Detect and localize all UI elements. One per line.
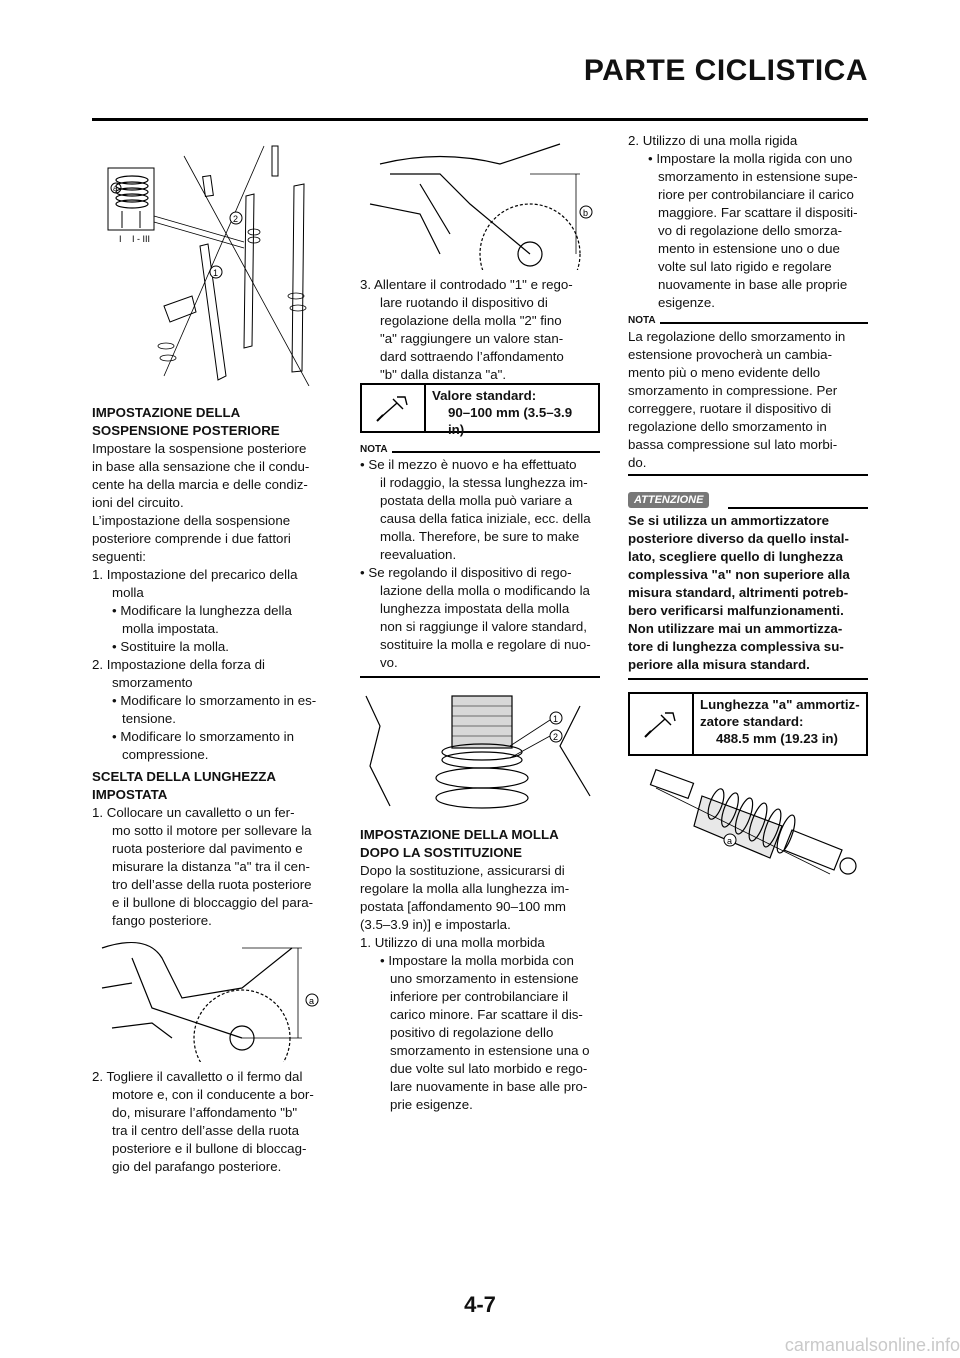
- rear-p2-line1: L’impostazione della sospensione: [92, 513, 291, 528]
- nota-rule-right: [660, 322, 868, 324]
- item2-bullet2-line1: • Modificare lo smorzamento in: [112, 729, 295, 744]
- label-roman-1: I: [119, 234, 122, 244]
- rear-p1-line1: Impostare la sospensione posteriore: [92, 441, 307, 456]
- page-number: 4-7: [464, 1292, 496, 1317]
- nota-bullet1-line3: postata della molla può variare a: [380, 493, 573, 508]
- item2-bullet1-line2: tensione.: [122, 711, 176, 726]
- wrench-icon: [643, 709, 679, 739]
- attention-line3: lato, scegliere quello di lunghezza: [628, 549, 844, 564]
- item2-rigid-bullet-line3: riore per controbilanciare il carico: [658, 187, 854, 202]
- item2-rigid-bullet-line9: esigenze.: [658, 295, 715, 310]
- item1-line1: 1. Impostazione del precarico della: [92, 567, 298, 582]
- item2-line2: smorzamento: [112, 675, 193, 690]
- rear-suspension-heading-line1: IMPOSTAZIONE DELLA: [92, 405, 241, 420]
- length-step2-line2: motore e, con il conducente a bor-: [112, 1087, 314, 1102]
- standard-value-spec-box: [360, 383, 600, 437]
- length-step1-line1: 1. Collocare un cavalletto o un fer-: [92, 805, 295, 820]
- shock-length-title-line1: Lunghezza "a" ammortiz-: [700, 697, 860, 712]
- attention-rule: [728, 507, 868, 509]
- after-item1-bullet-line8: lare nuovamente in base alle pro-: [390, 1079, 588, 1094]
- rear-shock-absorber-figure: [642, 766, 868, 890]
- length-heading-line1: SCELTA DELLA LUNGHEZZA: [92, 769, 276, 784]
- wrench-icon-cell: [630, 694, 694, 754]
- label-1: 1: [553, 714, 559, 724]
- length-step2-line1: 2. Togliere il cavalletto o il fermo dal: [92, 1069, 303, 1084]
- attention-label: ATTENZIONE: [628, 492, 709, 508]
- length-step1-line7: fango posteriore.: [112, 913, 212, 928]
- label-a: a: [309, 996, 315, 1006]
- step3-line2: lare ruotando il dispositivo di: [380, 295, 548, 310]
- after-heading-line2: DOPO LA SOSTITUZIONE: [360, 845, 523, 860]
- item2-rigid-bullet-line2: smorzamento in estensione supe-: [658, 169, 858, 184]
- label-2: 2: [553, 732, 559, 742]
- step3-line4: "a" raggiungere un valore stan-: [380, 331, 564, 346]
- attention-line7: Non utilizzare mai un ammortizza-: [628, 621, 843, 636]
- item2-rigid-bullet-line4: maggiore. Far scattare il dispositi-: [658, 205, 858, 220]
- attention-line1: Se si utilizza un ammortizzatore: [628, 513, 829, 528]
- nota-bullet1-line5: molla. Therefore, be sure to make: [380, 529, 580, 544]
- nota-right-line2: estensione provocherà un cambia-: [628, 347, 833, 362]
- after-p-line1: Dopo la sostituzione, assicurarsi di: [360, 863, 565, 878]
- item1-bullet1-line1: • Modificare la lunghezza della: [112, 603, 292, 618]
- label-roman-1-3: I - III: [132, 234, 150, 244]
- item2-rigid-bullet-line6: mento in estensione uno o due: [658, 241, 840, 256]
- step3-line5: dard sottraendo l’affondamento: [380, 349, 564, 364]
- front-fork-exploded-figure: [104, 136, 324, 386]
- shock-length-spec-box: [628, 692, 868, 756]
- after-item1-bullet-line2: uno smorzamento in estensione: [390, 971, 579, 986]
- nota-bullet2-line4: non si raggiunge il valore standard,: [380, 619, 587, 634]
- after-item1-bullet-line6: smorzamento in estensione una o: [390, 1043, 590, 1058]
- attention-line8: tore di lunghezza complessiva su-: [628, 639, 844, 654]
- attention-line6: bero verificarsi malfunzionamenti.: [628, 603, 844, 618]
- rear-p1-line3: cente ha della marcia e delle condiz-: [92, 477, 308, 492]
- nota-bullet2-line3: lunghezza impostata della molla: [380, 601, 570, 616]
- item2-rigid: 2. Utilizzo di una molla rigida: [628, 133, 798, 148]
- rear-p1-line4: ioni del circuito.: [92, 495, 184, 510]
- step3-line1: 3. Allentare il controdado "1" e rego-: [360, 277, 573, 292]
- after-item1-bullet-line4: carico minore. Far scattare il dis-: [390, 1007, 583, 1022]
- page-header-title: PARTE CICLISTICA: [583, 54, 868, 87]
- item2-rigid-bullet-line7: volte sul lato rigido e regolare: [658, 259, 832, 274]
- after-item1-bullet-line1: • Impostare la molla morbida con: [380, 953, 574, 968]
- item1-line2: molla: [112, 585, 144, 600]
- item2-line1: 2. Impostazione della forza di: [92, 657, 265, 672]
- label-1: 1: [213, 268, 219, 278]
- label-a: a: [113, 184, 118, 193]
- shock-length-title-line2: zatore standard:: [700, 714, 804, 729]
- step3-line6: "b" dalla distanza "a".: [380, 367, 507, 382]
- nota-right-end-rule: [628, 474, 868, 476]
- length-step2-line6: gio del parafango posteriore.: [112, 1159, 282, 1174]
- nota-right-line6: regolazione dello smorzamento in: [628, 419, 827, 434]
- item2-bullet1-line1: • Modificare lo smorzamento in es-: [112, 693, 317, 708]
- step3-line3: regolazione della molla "2" fino: [380, 313, 562, 328]
- nota-bullet1-line2: il rodaggio, la stessa lunghezza im-: [380, 475, 588, 490]
- attention-end-rule: [628, 678, 868, 680]
- nota-right-line1: La regolazione dello smorzamento in: [628, 329, 846, 344]
- item1-bullet2: • Sostituire la molla.: [112, 639, 229, 654]
- length-step2-line4: tra il centro dell’asse della ruota: [112, 1123, 299, 1138]
- attention-line4: complessiva "a" non superiore alla: [628, 567, 850, 582]
- nota-bullet2-line5: sostituire la molla e regolare di nuo-: [380, 637, 591, 652]
- attention-line2: posteriore diverso da quello instal-: [628, 531, 849, 546]
- rear-p2-line3: seguenti:: [92, 549, 146, 564]
- nota-bullet2-line1: • Se regolando il dispositivo di rego-: [360, 565, 572, 580]
- nota-label-right: NOTA: [628, 315, 656, 326]
- nota-label: NOTA: [360, 444, 388, 455]
- length-step1-line6: e il bullone di bloccaggio del para-: [112, 895, 314, 910]
- rear-wheel-sag-b-figure: [360, 134, 600, 270]
- nota-right-line7: bassa compressione sul lato morbi-: [628, 437, 838, 452]
- shock-length-value: 488.5 mm (19.23 in): [716, 731, 838, 746]
- length-step1-line4: misurare la distanza "a" tra il cen-: [112, 859, 310, 874]
- item2-rigid-bullet-line5: vo di regolazione dello smorza-: [658, 223, 843, 238]
- after-item1-bullet-line3: inferiore per controbilanciare il: [390, 989, 569, 1004]
- after-heading-line1: IMPOSTAZIONE DELLA MOLLA: [360, 827, 559, 842]
- after-p-line3: postata [affondamento 90–100 mm: [360, 899, 566, 914]
- nota-bullet2-line6: vo.: [380, 655, 398, 670]
- after-item1: 1. Utilizzo di una molla morbida: [360, 935, 545, 950]
- after-item1-bullet-line7: due volte sul lato morbido e rego-: [390, 1061, 588, 1076]
- nota-bullet2-line2: lazione della molla o modificando la: [380, 583, 590, 598]
- standard-value: 90–100 mm (3.5–3.9 in): [447, 405, 573, 437]
- rear-p1-line2: in base alla sensazione che il condu-: [92, 459, 310, 474]
- header-rule: [92, 118, 868, 121]
- nota-end-rule: [360, 676, 600, 678]
- length-step1-line5: tro dell’asse della ruota posteriore: [112, 877, 312, 892]
- rear-suspension-heading-line2: SOSPENSIONE POSTERIORE: [92, 423, 280, 438]
- length-step2-line5: posteriore e il bullone di bloccag-: [112, 1141, 307, 1156]
- item2-bullet2-line2: compressione.: [122, 747, 209, 762]
- length-step1-line3: ruota posteriore dal pavimento e: [112, 841, 303, 856]
- attention-line9: periore alla misura standard.: [628, 657, 810, 672]
- after-item1-bullet-line9: prie esigenze.: [390, 1097, 473, 1112]
- nota-right-line5: correggere, ruotare il dispositivo di: [628, 401, 832, 416]
- nota-rule: [392, 451, 600, 453]
- nota-bullet1-line1: • Se il mezzo è nuovo e ha effettuato: [360, 457, 577, 472]
- after-item1-bullet-line5: positivo di regolazione dello: [390, 1025, 554, 1040]
- after-p-line2: regolare la molla alla lunghezza im-: [360, 881, 570, 896]
- shock-spring-adjuster-figure: [360, 686, 600, 816]
- nota-right-line4: smorzamento in compressione. Per: [628, 383, 838, 398]
- wrench-icon-cell: [362, 385, 426, 431]
- rear-p2-line2: posteriore comprende i due fattori: [92, 531, 291, 546]
- after-p-line4: (3.5–3.9 in)] e impostarla.: [360, 917, 511, 932]
- label-2: 2: [233, 214, 239, 224]
- attention-line5: misura standard, altrimenti potreb-: [628, 585, 849, 600]
- item2-rigid-bullet-line8: nuovamente in base alle proprie: [658, 277, 848, 292]
- item2-rigid-bullet-line1: • Impostare la molla rigida con uno: [648, 151, 853, 166]
- length-step1-line2: mo sotto il motore per sollevare la: [112, 823, 312, 838]
- item1-bullet1-line2: molla impostata.: [122, 621, 219, 636]
- wrench-icon: [375, 393, 411, 423]
- length-heading-line2: IMPOSTATA: [92, 787, 168, 802]
- rear-wheel-distance-a-figure: [92, 928, 332, 1062]
- standard-value-title: Valore standard:: [431, 388, 537, 403]
- length-step2-line3: do, misurare l’affondamento "b": [112, 1105, 298, 1120]
- label-b: b: [583, 208, 589, 218]
- label-a: a: [727, 836, 733, 846]
- nota-right-line3: mento più o meno evidente dello: [628, 365, 821, 380]
- nota-bullet1-line6: reevaluation.: [380, 547, 457, 562]
- watermark: carmanualsonline.info: [784, 1335, 960, 1355]
- nota-bullet1-line4: causa della fatica iniziale, ecc. della: [380, 511, 591, 526]
- nota-right-line8: do.: [628, 455, 647, 470]
